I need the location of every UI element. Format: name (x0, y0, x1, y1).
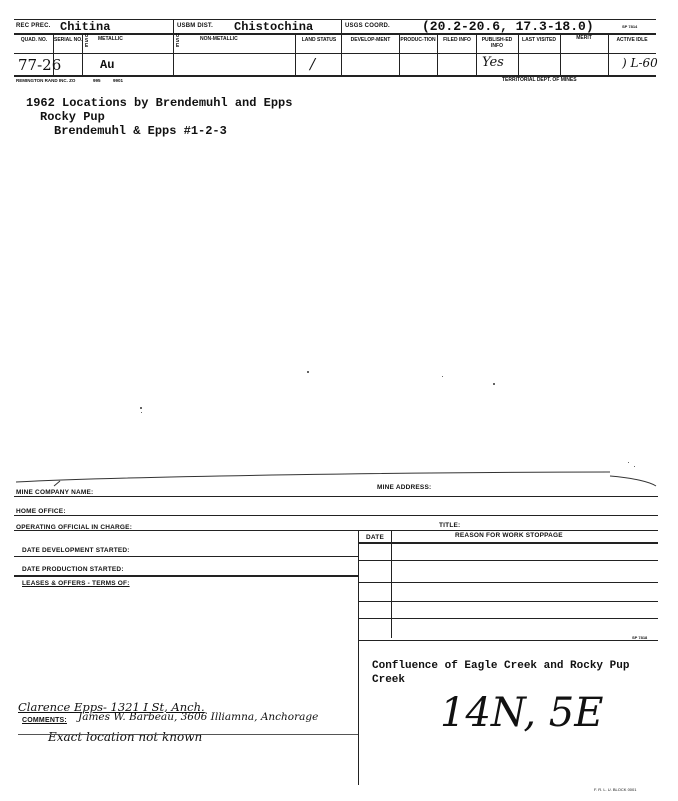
comments-line (18, 734, 358, 735)
operating-official-label: OPERATING OFFICIAL IN CHARGE: (16, 524, 133, 531)
col-serial-no: SERIAL NO. (54, 37, 83, 43)
form-line (14, 556, 358, 557)
published-info-value: Yes (482, 55, 504, 70)
active-idle-value: ) L-60 (622, 56, 658, 70)
col-divider (173, 33, 174, 75)
form-line (358, 618, 658, 619)
form-line (358, 601, 658, 602)
mine-address-label: MINE ADDRESS: (377, 484, 432, 491)
comments-label: COMMENTS: (22, 717, 67, 724)
col-use-nonmetallic: U S E (175, 33, 180, 49)
header-divider (173, 19, 174, 33)
printer-code-1: 995 (93, 78, 101, 83)
body-line-1: 1962 Locations by Brendemuhl and Epps (26, 96, 293, 110)
col-divider (295, 33, 296, 75)
form-line (358, 542, 658, 544)
body-line-2: Rocky Pup (40, 110, 105, 124)
form-code-bottom: SP 7818 (632, 635, 648, 640)
col-use-metallic: U S E (84, 33, 89, 49)
col-last-visited: LAST VISITED (522, 37, 556, 43)
form-vertical-divider (358, 530, 359, 785)
form-top-edge (14, 466, 658, 488)
speck (628, 462, 629, 463)
title-label: TITLE: (439, 522, 461, 529)
col-divider (341, 33, 342, 75)
speck (493, 383, 495, 385)
form-code: SP 7814 (622, 24, 638, 29)
form-line (14, 515, 658, 516)
mine-company-name-label: MINE COMPANY NAME: (16, 489, 94, 496)
usbm-dist-label: USBM DIST. (177, 23, 214, 29)
body-line-3: Brendemuhl & Epps #1-2-3 (54, 124, 227, 138)
hand-note-2: James W. Barbeau, 3606 Illiamna, Anchorage (78, 711, 319, 723)
form-line (358, 582, 658, 583)
township-note: 14N, 5E (440, 690, 604, 736)
col-filed-info: FILED INFO (443, 37, 471, 43)
col-production: PRODUC-TION (400, 37, 436, 43)
date-development-label: DATE DEVELOPMENT STARTED: (22, 547, 130, 554)
form-line (358, 560, 658, 561)
rec-prec-label: REC PREC. (16, 23, 51, 29)
col-quad-no: QUAD. NO. (20, 37, 48, 43)
printer-line: REMINGTON RAND INC. ZO (16, 78, 76, 83)
col-active-idle: ACTIVE IDLE (616, 37, 648, 43)
usgs-coord-value: (20.2-20.6, 17.3-18.0) (422, 19, 594, 34)
location-note: Confluence of Eagle Creek and Rocky Pup Creek (372, 660, 630, 686)
form-line (14, 575, 358, 577)
home-office-label: HOME OFFICE: (16, 508, 66, 515)
col-development: DEVELOP-MENT (350, 37, 391, 43)
hand-note-1: Clarence Epps- 1321 I St, Anch. (18, 700, 205, 714)
col-merit: MERIT (576, 35, 592, 41)
footer-small-print: F. R. L. U. BLOCK 0001 (594, 787, 637, 792)
usgs-coord-label: USGS COORD. (345, 23, 390, 29)
speck (141, 412, 142, 413)
form-line (358, 640, 658, 641)
leases-label: LEASES & OFFERS - TERMS OF: (22, 580, 130, 587)
rec-prec-value: Chitina (60, 20, 111, 34)
col-metallic: METALLIC (98, 36, 123, 42)
col-nonmetallic: NON-METALLIC (200, 36, 238, 42)
date-col-divider (391, 530, 392, 638)
usbm-dist-value: Chistochina (234, 20, 314, 34)
form-line (14, 496, 658, 497)
reason-col-label: REASON FOR WORK STOPPAGE (455, 532, 563, 539)
speck (307, 371, 309, 373)
land-status-value: / (310, 55, 316, 73)
printer-code-2: 9901 (113, 78, 124, 83)
territorial-dept: TERRITORIAL DEPT. OF MINES (502, 77, 577, 83)
date-col-label: DATE (366, 534, 385, 541)
metallic-value: Au (100, 58, 115, 72)
col-land-status: LAND STATUS (301, 37, 337, 43)
header-divider (341, 19, 342, 33)
col-published-info: PUBLISH-ED INFO (481, 37, 513, 49)
quad-serial-value: 77-26 (18, 56, 62, 74)
speck (140, 407, 142, 409)
hand-note-3: Exact location not known (48, 730, 203, 744)
speck (442, 376, 443, 377)
date-production-label: DATE PRODUCTION STARTED: (22, 566, 124, 573)
